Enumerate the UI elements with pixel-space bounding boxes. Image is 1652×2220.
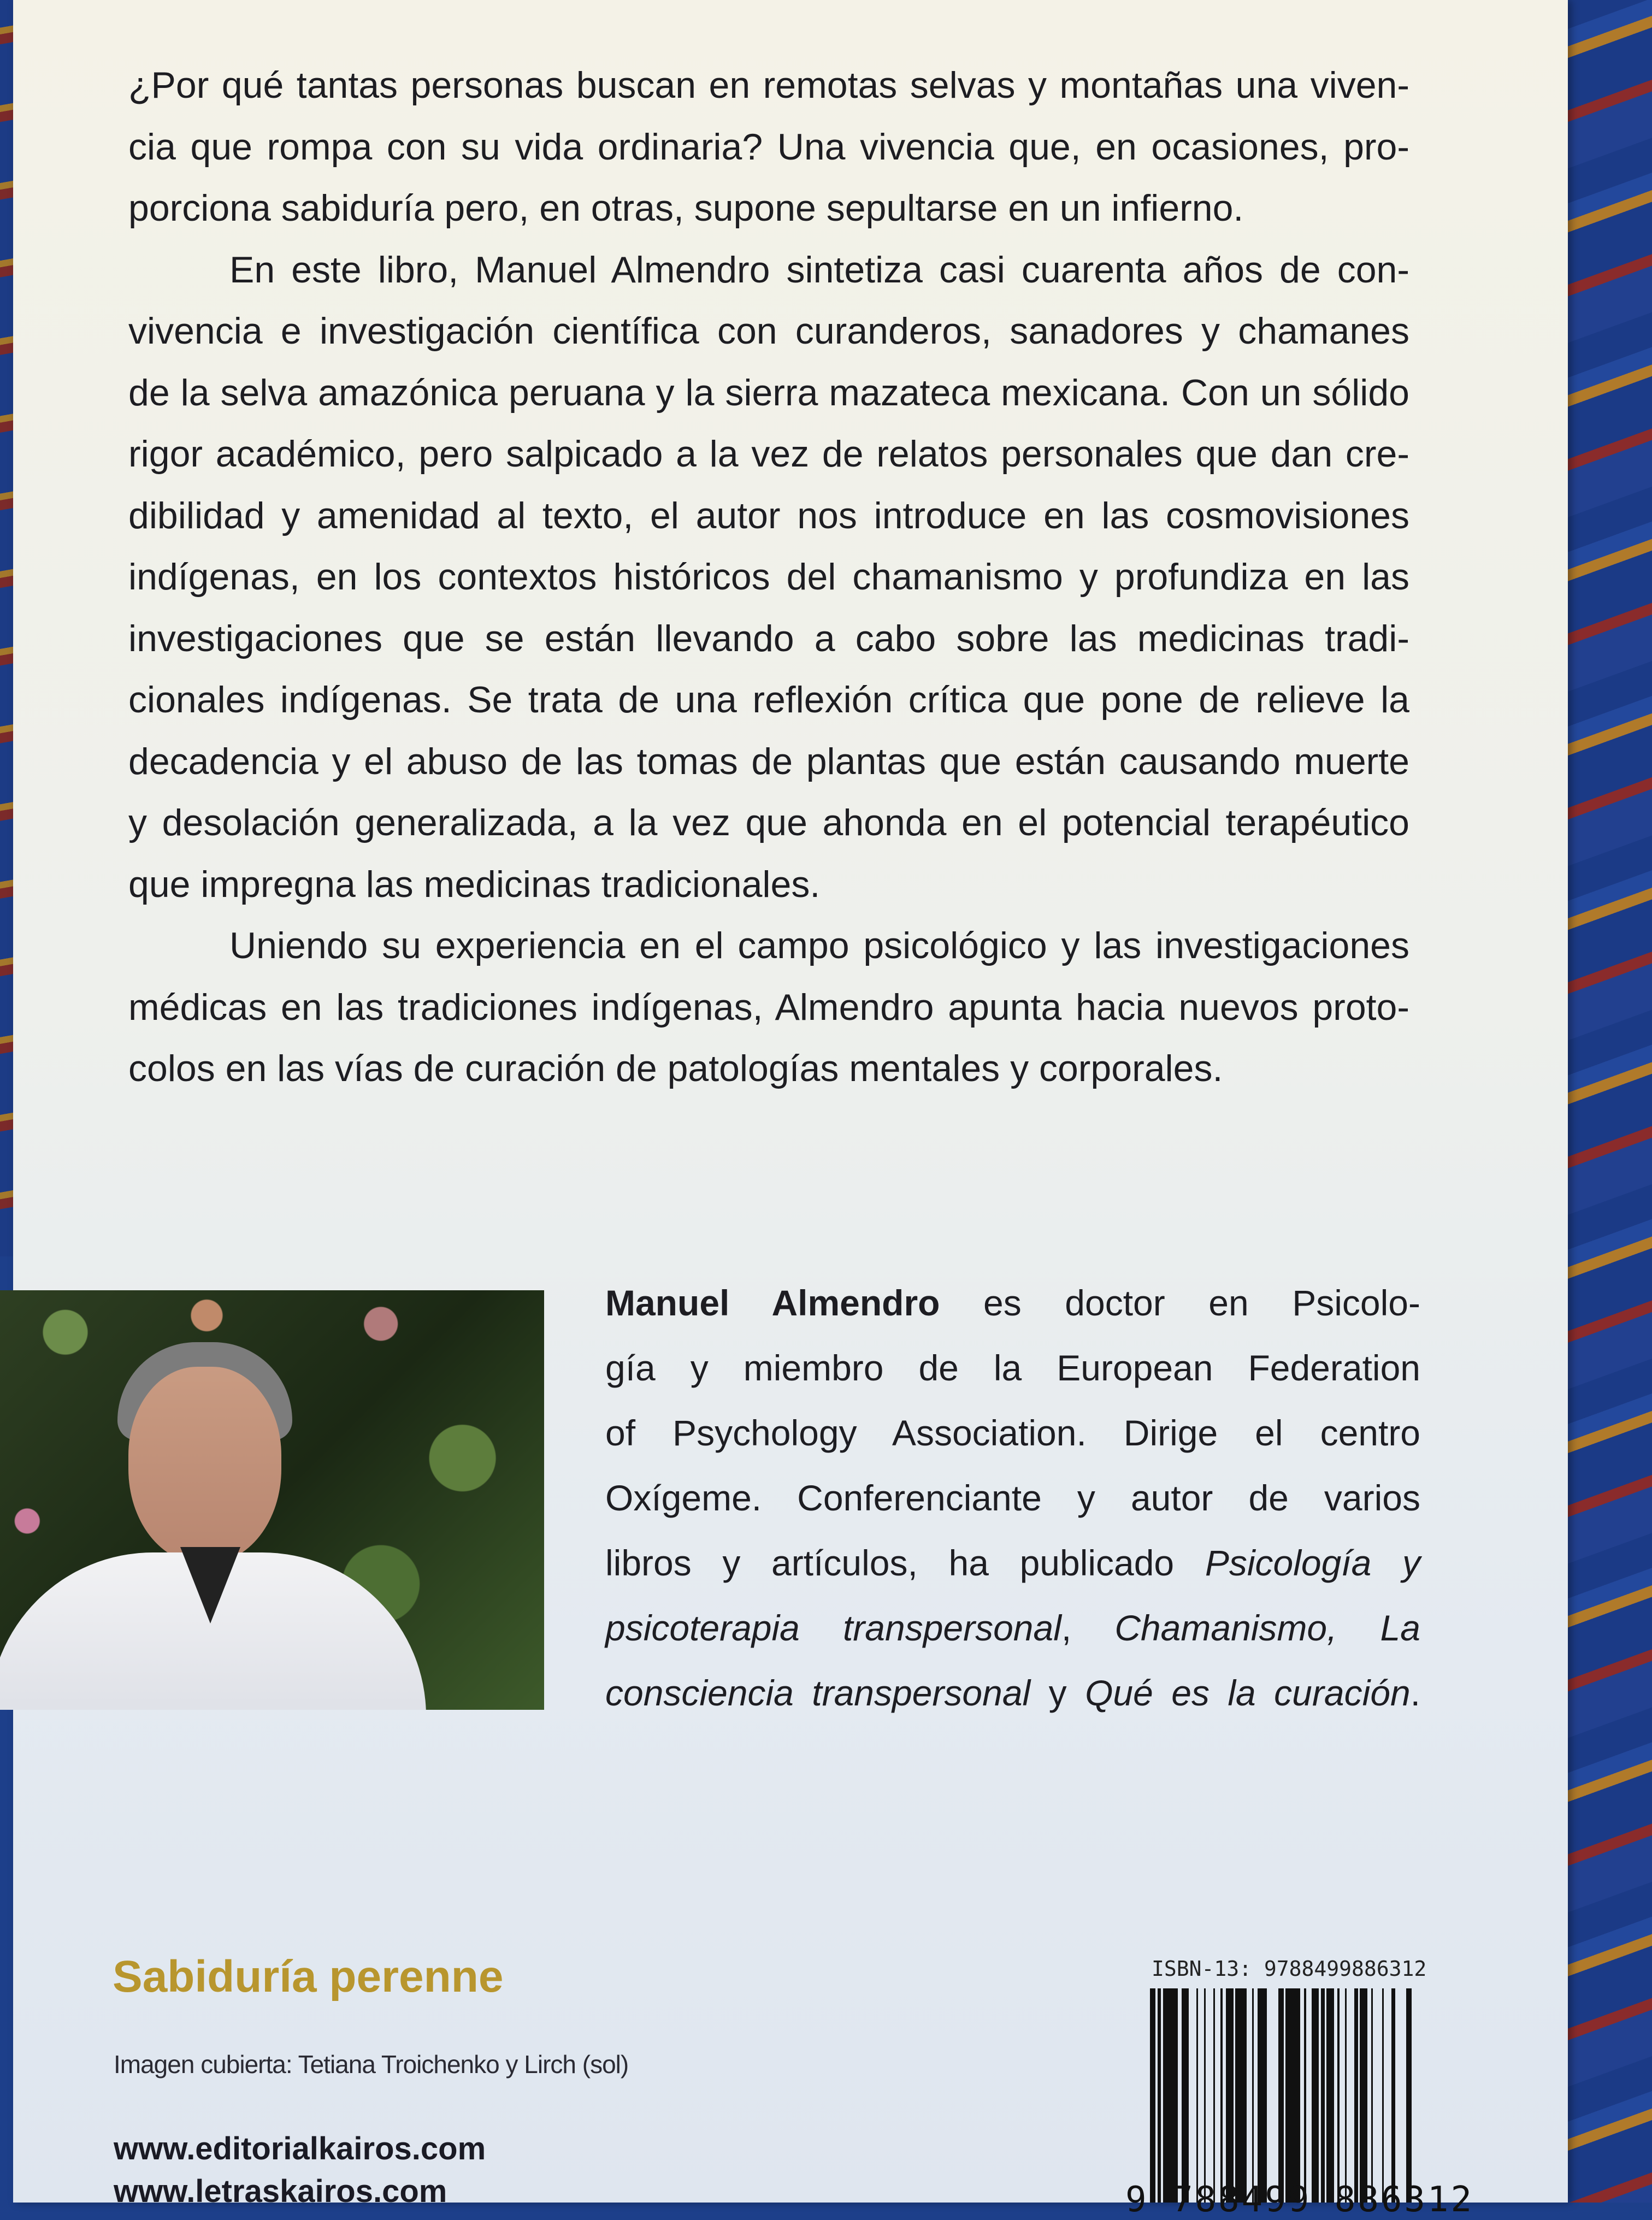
- barcode-bar: [1196, 1988, 1198, 2203]
- bio-text: es doctor en Psicolo-: [940, 1283, 1420, 1323]
- blurb-line: cionales indígenas. Se trata de una reflexión crítica que pone de relieve la: [128, 679, 1409, 721]
- bio-text: libros y artículos, ha publicado: [605, 1543, 1205, 1583]
- blurb-paragraph: [128, 915, 1409, 1100]
- blurb-line: de la selva amazónica peruana y la sierra mazateca mexicana. Con un sólido: [128, 371, 1409, 414]
- barcode-bar: [1213, 1988, 1215, 2203]
- book-blurb: [128, 55, 1409, 1100]
- book-title: Psicología y: [1205, 1543, 1420, 1583]
- barcode-bar: [1252, 1988, 1254, 2203]
- blurb-paragraph: [128, 55, 1409, 239]
- barcode-bar: [1371, 1988, 1373, 2203]
- barcode-bar: [1158, 1988, 1161, 2203]
- blurb-line: indígenas, en los contextos históricos del chamanismo y profundiza en las: [128, 556, 1409, 598]
- barcode-bar: [1204, 1988, 1206, 2203]
- bio-text: of Psychology Association. Dirige el centro: [605, 1413, 1420, 1453]
- book-title: Chamanismo, La: [1114, 1608, 1420, 1648]
- blurb-line: ¿Por qué tantas personas buscan en remotas selvas y montañas una viven-: [128, 64, 1409, 106]
- bio-text: Oxígeme. Conferenciante y autor de varios: [605, 1478, 1420, 1518]
- barcode-bar: [1182, 1988, 1189, 2203]
- barcode-bar: [1345, 1988, 1347, 2203]
- blurb-line: y desolación generalizada, a la vez que ahonda en el potencial terapéutico: [128, 802, 1409, 843]
- blurb-paragraph: [128, 239, 1409, 916]
- bio-text: ,: [1061, 1608, 1115, 1648]
- isbn-label: ISBN-13: 9788499886312: [1152, 1957, 1427, 1981]
- bio-line: [605, 1466, 1420, 1531]
- barcode-bar: [1312, 1988, 1319, 2203]
- blurb-line: decadencia y el abuso de las tomas de plantas que están causando muerte: [128, 740, 1409, 782]
- barcode-bar: [1326, 1988, 1334, 2203]
- book-title: Qué es la curación: [1085, 1673, 1411, 1713]
- website-link[interactable]: www.letraskairos.com: [114, 2174, 447, 2209]
- blurb-line: rigor académico, pero salpicado a la vez de relatos personales que dan cre-: [128, 433, 1409, 475]
- barcode: [1150, 1988, 1418, 2203]
- blurb-line: cia que rompa con su vida ordinaria? Una vivencia que, en ocasiones, pro-: [128, 126, 1409, 168]
- author-name: Manuel Almendro: [605, 1283, 940, 1323]
- bio-text: gía y miembro de la European Federation: [605, 1348, 1420, 1388]
- author-bio: [605, 1271, 1420, 1726]
- cover-image-credit: Imagen cubierta: Tetiana Troichenko y Lirch (sol): [114, 2050, 629, 2079]
- bio-text: y: [1030, 1673, 1085, 1713]
- barcode-bar: [1226, 1988, 1234, 2203]
- book-title: psicoterapia transpersonal: [605, 1608, 1061, 1648]
- barcode-bar: [1163, 1988, 1178, 2203]
- barcode-bar: [1278, 1988, 1284, 2203]
- barcode-bar: [1337, 1988, 1339, 2203]
- blurb-line: colos en las vías de curación de patologías mentales y corporales.: [128, 1048, 1223, 1089]
- blurb-line: Uniendo su experiencia en el campo psicológico y las investigaciones: [229, 925, 1409, 966]
- blurb-line: médicas en las tradiciones indígenas, Almendro apunta hacia nuevos proto-: [128, 986, 1409, 1028]
- barcode-bar: [1258, 1988, 1267, 2203]
- blurb-line: porciona sabiduría pero, en otras, supone sepultarse en un infierno.: [128, 187, 1244, 229]
- barcode-bar: [1321, 1988, 1325, 2203]
- barcode-bar: [1235, 1988, 1246, 2203]
- barcode-bar: [1285, 1988, 1300, 2203]
- barcode-bar: [1220, 1988, 1222, 2203]
- book-title: consciencia transpersonal: [605, 1673, 1031, 1713]
- barcode-bar: [1304, 1988, 1306, 2203]
- bio-line: [605, 1661, 1420, 1726]
- bio-line: [605, 1596, 1420, 1661]
- author-photo: [0, 1290, 544, 1710]
- blurb-line: que impregna las medicinas tradicionales.: [128, 863, 821, 905]
- barcode-digits: 9 788499 886312: [1125, 2180, 1474, 2220]
- bio-line: [605, 1336, 1420, 1401]
- website-link[interactable]: www.editorialkairos.com: [114, 2131, 486, 2166]
- bio-line: [605, 1401, 1420, 1466]
- series-title: Sabiduría perenne: [113, 1952, 504, 2001]
- blurb-line: investigaciones que se están llevando a cabo sobre las medicinas tradi-: [128, 617, 1409, 659]
- barcode-bar: [1150, 1988, 1155, 2203]
- barcode-bar: [1354, 1988, 1358, 2203]
- barcode-bar: [1382, 1988, 1384, 2203]
- barcode-bar: [1406, 1988, 1412, 2203]
- author-face: [128, 1367, 281, 1563]
- bio-line: [605, 1531, 1420, 1596]
- blurb-line: vivencia e investigación científica con curanderos, sanadores y chamanes: [128, 310, 1409, 352]
- barcode-bar: [1360, 1988, 1367, 2203]
- barcode-bar: [1391, 1988, 1395, 2203]
- bio-text: .: [1410, 1673, 1420, 1713]
- blurb-line: En este libro, Manuel Almendro sintetiza casi cuarenta años de con-: [229, 249, 1409, 291]
- bio-line: [605, 1271, 1420, 1336]
- blurb-line: dibilidad y amenidad al texto, el autor nos introduce en las cosmovisiones: [128, 494, 1409, 536]
